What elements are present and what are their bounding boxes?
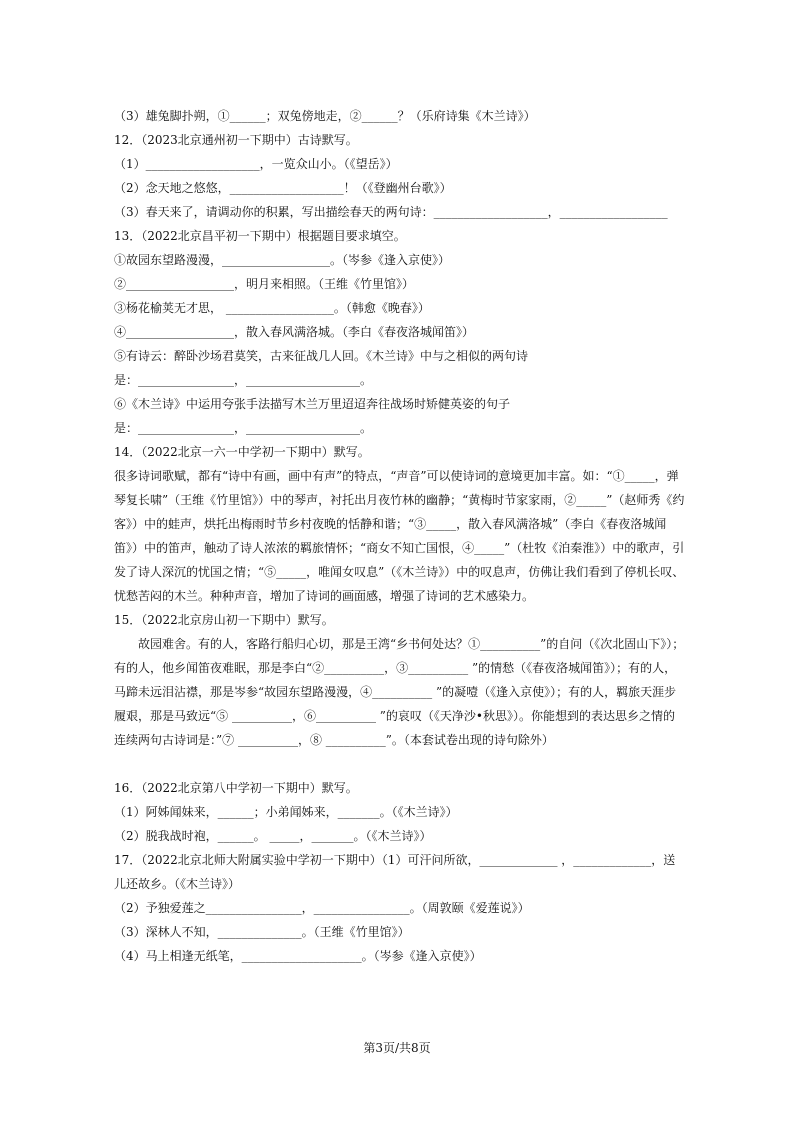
q13-item-5: ⑤有诗云：醉卧沙场君莫笑，古来征战几人回。《木兰诗》中与之相似的两句诗: [114, 349, 529, 363]
q15-heading: 15．（2022北京房山初一下期中）默写。: [114, 613, 334, 627]
q17-item-3: （3）深林人不知，______________。（王维《竹里馆》）: [114, 925, 410, 939]
q14-paragraph: 很多诗词歌赋，都有“诗中有画，画中有声”的特点，“声音”可以使诗词的意境更加丰富。如：“①_____，弹琴复长啸”（王维《竹里馆》）中的琴声，衬托出月夜竹林的幽静；“黄梅时节家家雨，②_____”（赵师秀《约客》）中的蛙声，烘托出梅雨时节乡村夜晚的恬静和谐；“③_____，散入春风满洛城”（李白《春夜洛城闻笛》）中的笛声，触动了诗人浓浓的羁旅情怀；“商女不知亡国恨，④_____”（杜牧《泊秦淮》）中的歌声，引发了诗人深沉的忧国之情；“⑤_____，唯闻女叹息”（《木兰诗》）中的叹息声，仿佛让我们看到了停机长叹、忧愁苦闷的木兰。种种声音，增加了诗词的画面感，增强了诗词的艺术感染力。: [114, 469, 685, 603]
q12-item-2: （2）念天地之悠悠，___________________！（《登幽州台歌》）: [114, 181, 452, 195]
q13-item-6: ⑥《木兰诗》中运用夸张手法描写木兰万里迢迢奔往战场时矫健英姿的句子: [114, 397, 511, 411]
q13-item-5-answer: 是：________________，___________________。: [114, 373, 373, 387]
q13-item-1: ①故园东望路漫漫，__________________。（岑参《逢入京使》）: [114, 253, 451, 267]
q13-item-3: ③杨花榆荚无才思， __________________。（韩愈《晚春》）: [114, 301, 430, 315]
q12-item-1: （1）___________________，一览众山小。（《望岳》）: [114, 157, 398, 171]
q13-item-6-answer: 是：________________，___________________。: [114, 421, 373, 435]
q17-heading: 17．（2022北京北师大附属实验中学初一下期中）（1）可汗问所欲，_____________ ，_____________，送: [114, 853, 676, 867]
q12-item-3: （3）春天来了，请调动你的积累，写出描绘春天的两句诗：___________________，__________________: [114, 205, 668, 219]
q16-heading: 16．（2022北京第八中学初一下期中）默写。: [114, 781, 358, 795]
q13-heading: 13．（2022北京昌平初一下期中）根据题目要求填空。: [114, 229, 406, 243]
q17-item-1-cont: 儿还故乡。（《木兰诗》）: [114, 877, 241, 891]
q17-item-2: （2）予独爱莲之________________，________________。（周敦颐《爱莲说》）: [114, 901, 530, 915]
q13-item-4: ④__________________，散入春风满洛城。（李白《春夜洛城闻笛》）: [114, 325, 475, 339]
q12-heading: 12．（2023北京通州初一下期中）古诗默写。: [114, 133, 358, 147]
page-number: 第3页/共8页: [363, 1041, 431, 1055]
q17-item-4: （4）马上相逢无纸笔，____________________。（岑参《逢入京使》）: [114, 949, 482, 963]
q13-item-2: ②__________________，明月来相照。（王维《竹里馆》）: [114, 277, 415, 291]
q11-item-3: （3）雄兔脚扑朔，①______；双兔傍地走，②______？（乐府诗集《木兰诗》）: [114, 109, 536, 123]
q14-heading: 14．（2022北京一六一中学初一下期中）默写。: [114, 445, 370, 459]
q16-item-1: （1）阿姊闻妹来，______；小弟闻姊来，_______。（《木兰诗》）: [114, 805, 458, 819]
q15-paragraph: 故园难舍。有的人，客路行船归心切，那是王湾“乡书何处达？①__________”的自问（《次北固山下》）；有的人，他乡闻笛夜难眠，那是李白“②__________，③__________ ”的情愁（《春夜洛城闻笛》）；有的人，马蹄未远泪沾襟，那是岑参“故园东望路漫漫，④__________ ”的凝噎（《逢入京使》）；有的人，羁旅天涯步履艰，那是马致远“⑤ __________，⑥__________ ”的哀叹（《天净沙•秋思》）。你能想到的表达思乡之情的连续两句古诗词是：”⑦ __________，⑧ __________”。（本套试卷出现的诗句除外）: [114, 637, 685, 747]
q16-item-2: （2）脱我战时袍，______。 _____，_______。（《木兰诗》）: [114, 829, 432, 843]
